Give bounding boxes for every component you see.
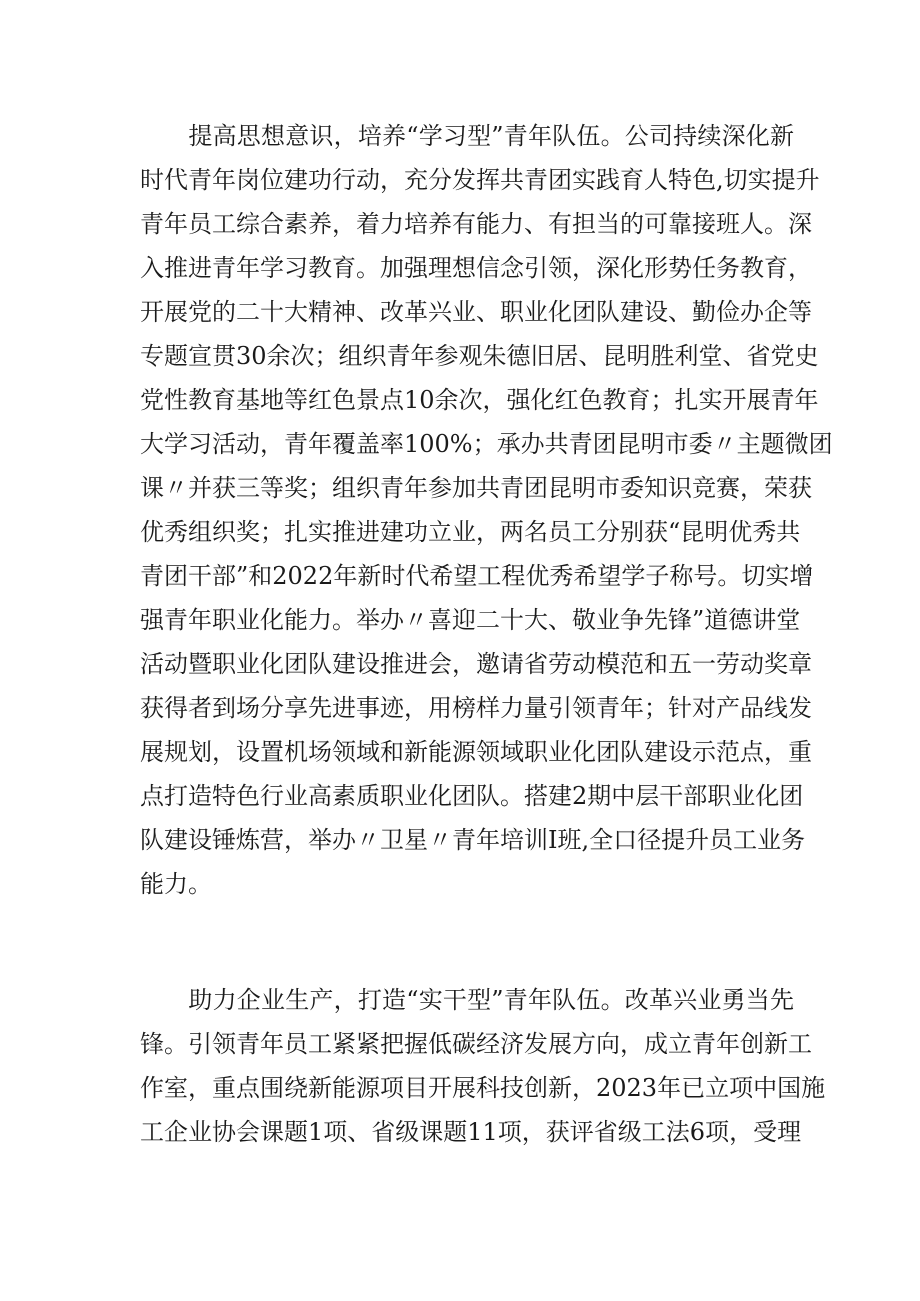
text-line: 大学习活动，青年覆盖率100%；承办共青团昆明市委〃主题微团	[140, 430, 833, 458]
text-line: 开展党的二十大精神、改革兴业、职业化团队建设、勤俭办企等	[140, 298, 812, 326]
text-line: 活动暨职业化团队建设推进会，邀请省劳动模范和五一劳动奖章	[140, 650, 812, 678]
text-line: 青团干部”和2022年新时代希望工程优秀希望学子称号。切实增	[140, 562, 814, 590]
text-line: 强青年职业化能力。举办〃喜迎二十大、敬业争先锋”道德讲堂	[140, 606, 801, 634]
paragraph-youth-study	[140, 114, 833, 906]
text-line: 入推进青年学习教育。加强理想信念引领，深化形势任务教育，	[140, 254, 812, 282]
text-line: 助力企业生产，打造“实干型”青年队伍。改革兴业勇当先	[140, 986, 794, 1014]
text-line: 提高思想意识，培养“学习型”青年队伍。公司持续深化新	[140, 122, 794, 150]
text-line: 时代青年岗位建功行动，充分发挥共青团实践育人特色,切实提升	[140, 166, 820, 194]
paragraph-youth-practice	[140, 978, 826, 1154]
text-line: 展规划，设置机场领域和新能源领域职业化团队建设示范点，重	[140, 738, 812, 766]
text-line: 点打造特色行业高素质职业化团队。搭建2期中层干部职业化团	[140, 782, 804, 810]
text-line: 专题宣贯30余次；组织青年参观朱德旧居、昆明胜利堂、省党史	[140, 342, 819, 370]
text-line: 党性教育基地等红色景点10余次，强化红色教育；扎实开展青年	[140, 386, 819, 414]
text-line: 工企业协会课题1项、省级课题11项，获评省级工法6项，受理	[140, 1118, 802, 1146]
text-line: 锋。引领青年员工紧紧把握低碳经济发展方向，成立青年创新工	[140, 1030, 812, 1058]
text-line: 课〃并获三等奖；组织青年参加共青团昆明市委知识竞赛，荣获	[140, 474, 812, 502]
text-line: 青年员工综合素养，着力培养有能力、有担当的可靠接班人。深	[140, 210, 812, 238]
text-line: 作室，重点围绕新能源项目开展科技创新，2023年已立项中国施	[140, 1074, 826, 1102]
text-line: 获得者到场分享先进事迹，用榜样力量引领青年；针对产品线发	[140, 694, 812, 722]
text-line: 能力。	[140, 870, 212, 898]
text-line: 优秀组织奖；扎实推进建功立业，两名员工分别获“昆明优秀共	[140, 518, 801, 546]
text-line: 队建设锤炼营，举办〃卫星〃青年培训I班,全口径提升员工业务	[140, 826, 806, 854]
